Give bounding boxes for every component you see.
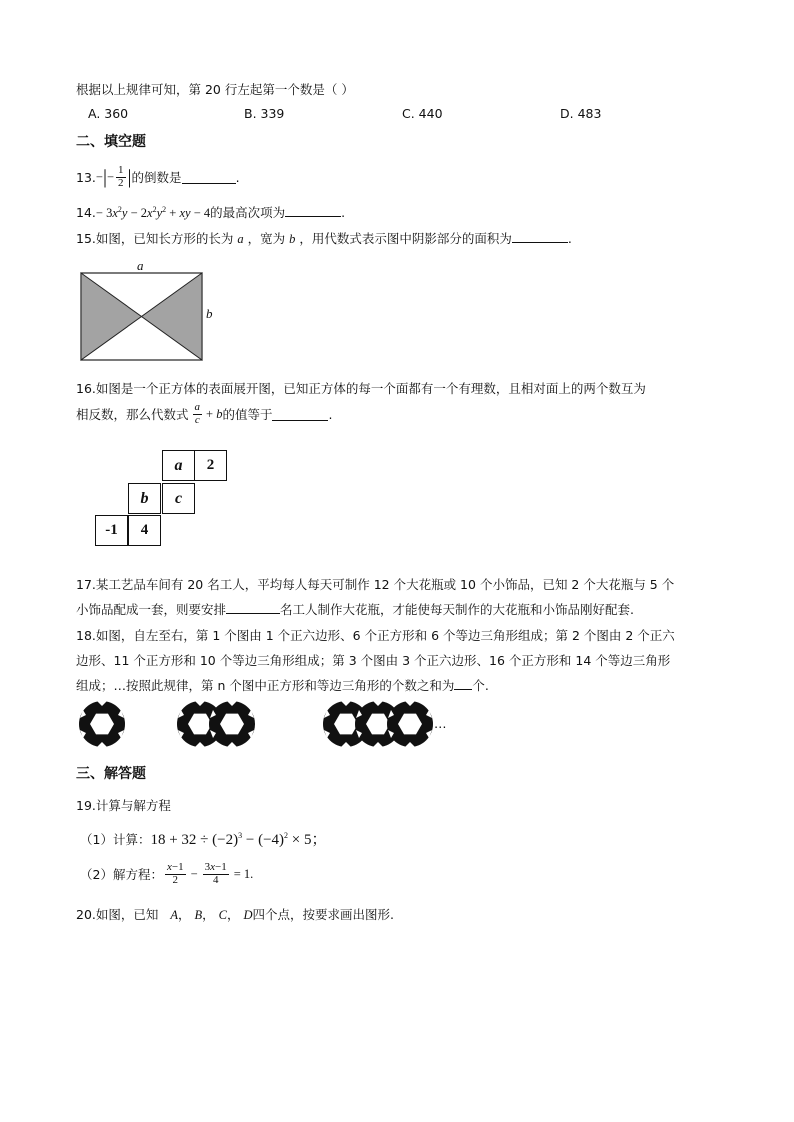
part2-label: （2）解方程： — [80, 867, 163, 883]
fraction-a-over-c: $\frac{a}{c}$ — [194, 401, 201, 426]
question-15-rest: ，用代数式表示图中阴影部分的面积为 — [299, 231, 512, 246]
question-14-polynomial: − $3x^2y - 2x^2y^2$ + xy − 4 — [95, 204, 211, 220]
net-cell-a: a — [162, 450, 195, 481]
question-16-end: . — [328, 406, 333, 422]
question-19-part1 — [80, 828, 327, 849]
answer-blank-17[interactable] — [226, 601, 280, 614]
question-20: 20.如图，已知 A， B， C， D四个点，按要求画出图形. — [76, 907, 395, 922]
question-14-number: 14. — [76, 205, 96, 220]
option-d: D. 483 — [560, 106, 602, 121]
question-18-line3-post: 个. — [472, 678, 489, 693]
question-13-text: 的倒数是 — [131, 170, 182, 186]
point-b: B — [194, 908, 203, 922]
question-20-post: 四个点，按要求画出图形. — [252, 907, 395, 922]
point-d: D — [243, 908, 253, 922]
question-17-line1: 17.某工艺品车间有 20 名工人，平均每人每天可制作 12 个大花瓶或 10 个小饰品，已知 2 个大花瓶与 5 个 — [76, 577, 675, 592]
question-18-line1: 18.如图，自左至右，第 1 个图由 1 个正六边形、6 个正方形和 6 个等边三角形组成；第 2 个图由 2 个正六 — [76, 628, 675, 643]
question-12-text: 根据以上规律可知，第 20 行左起第一个数是（ ） — [76, 82, 354, 97]
fraction-3x-minus-1-over-4: $\frac{3x-1}{4}$ — [204, 861, 227, 886]
net-cell-c: c — [162, 483, 195, 514]
question-14 — [76, 203, 345, 221]
question-13 — [76, 165, 240, 189]
question-16-line2-text: 相反数，那么代数式 — [76, 407, 189, 423]
pattern-3-unit-3 — [387, 701, 433, 747]
question-19-title: 19.计算与解方程 — [76, 798, 171, 813]
section-fill-in-title: 二、填空题 — [76, 134, 146, 150]
net-cell-4: 4 — [128, 515, 161, 546]
rectangle-label-b: b — [206, 306, 213, 321]
part1-expression: $18 + 32 \div (-2)^3 - (-4)^2 \times 5$； — [150, 831, 327, 848]
question-19-part2: （2）解方程： $\frac{x-1}{2}$ − $\frac{3x-1}{4}$ = 1. — [80, 861, 254, 886]
option-b: B. 339 — [244, 106, 285, 121]
question-18-line3 — [76, 676, 489, 694]
answer-blank-16[interactable] — [272, 408, 328, 421]
net-cell-2: 2 — [194, 450, 227, 481]
part1-label: （1）计算： — [80, 832, 151, 847]
question-15-end: . — [567, 231, 572, 246]
point-a: A — [170, 908, 179, 922]
point-c: C — [218, 908, 227, 922]
pattern-1-unit — [79, 701, 125, 747]
question-15-text: 15.如图，已知长方形的长为 — [76, 231, 234, 246]
fraction-x-minus-1-over-2: $\frac{x-1}{2}$ — [166, 861, 184, 886]
question-15-mid: ，宽为 — [247, 231, 286, 246]
shaded-rectangle-figure — [80, 272, 204, 362]
question-15 — [76, 229, 572, 247]
pattern-2-unit-2 — [209, 701, 255, 747]
hexagon-pattern-figures — [76, 698, 436, 750]
question-13-number: 13. — [76, 169, 96, 185]
answer-blank-13[interactable] — [182, 171, 236, 184]
question-16-line1: 16.如图是一个正方体的表面展开图，已知正方体的每一个面都有一个有理数，且相对面上的两个数互为 — [76, 381, 646, 396]
question-17-line2 — [76, 600, 634, 618]
answer-blank-15[interactable] — [512, 230, 568, 243]
net-cell-b: b — [128, 483, 161, 514]
question-16-line2-post: 的值等于 — [222, 407, 273, 423]
var-b: b — [289, 232, 296, 246]
option-a: A. 360 — [88, 106, 129, 121]
answer-blank-18[interactable] — [454, 677, 472, 690]
net-cell-neg1: -1 — [95, 515, 128, 546]
question-14-text: 的最高次项为 — [210, 205, 286, 220]
rectangle-label-a: a — [137, 258, 144, 273]
question-16-line2: 相反数，那么代数式 $\frac{a}{c}$ + b 的值等于 . — [76, 401, 333, 426]
question-18-line3-text: 组成；…按照此规律，第 n 个图中正方形和等边三角形的个数之和为 — [76, 678, 455, 693]
option-c: C. 440 — [402, 106, 443, 121]
question-17-line2-text: 小饰品配成一套，则要安排 — [76, 602, 227, 617]
question-18-line2: 边形、11 个正方形和 10 个等边三角形组成；第 3 个图由 3 个正六边形、16 个正方形和 14 个等边三角形 — [76, 653, 671, 668]
section-solve-title: 三、解答题 — [76, 766, 146, 782]
question-13-expression: − | − $\frac{1}{2}$ | — [95, 164, 132, 189]
question-13-end: . — [235, 169, 240, 185]
question-17-line2-post: 名工人制作大花瓶，才能使每天制作的大花瓶和小饰品刚好配套. — [280, 602, 634, 617]
pattern-ellipsis: … — [434, 716, 447, 731]
var-a: a — [237, 232, 244, 246]
question-20-text: 20.如图，已知 — [76, 907, 159, 922]
answer-blank-14[interactable] — [285, 204, 341, 217]
question-14-end: . — [341, 205, 346, 220]
